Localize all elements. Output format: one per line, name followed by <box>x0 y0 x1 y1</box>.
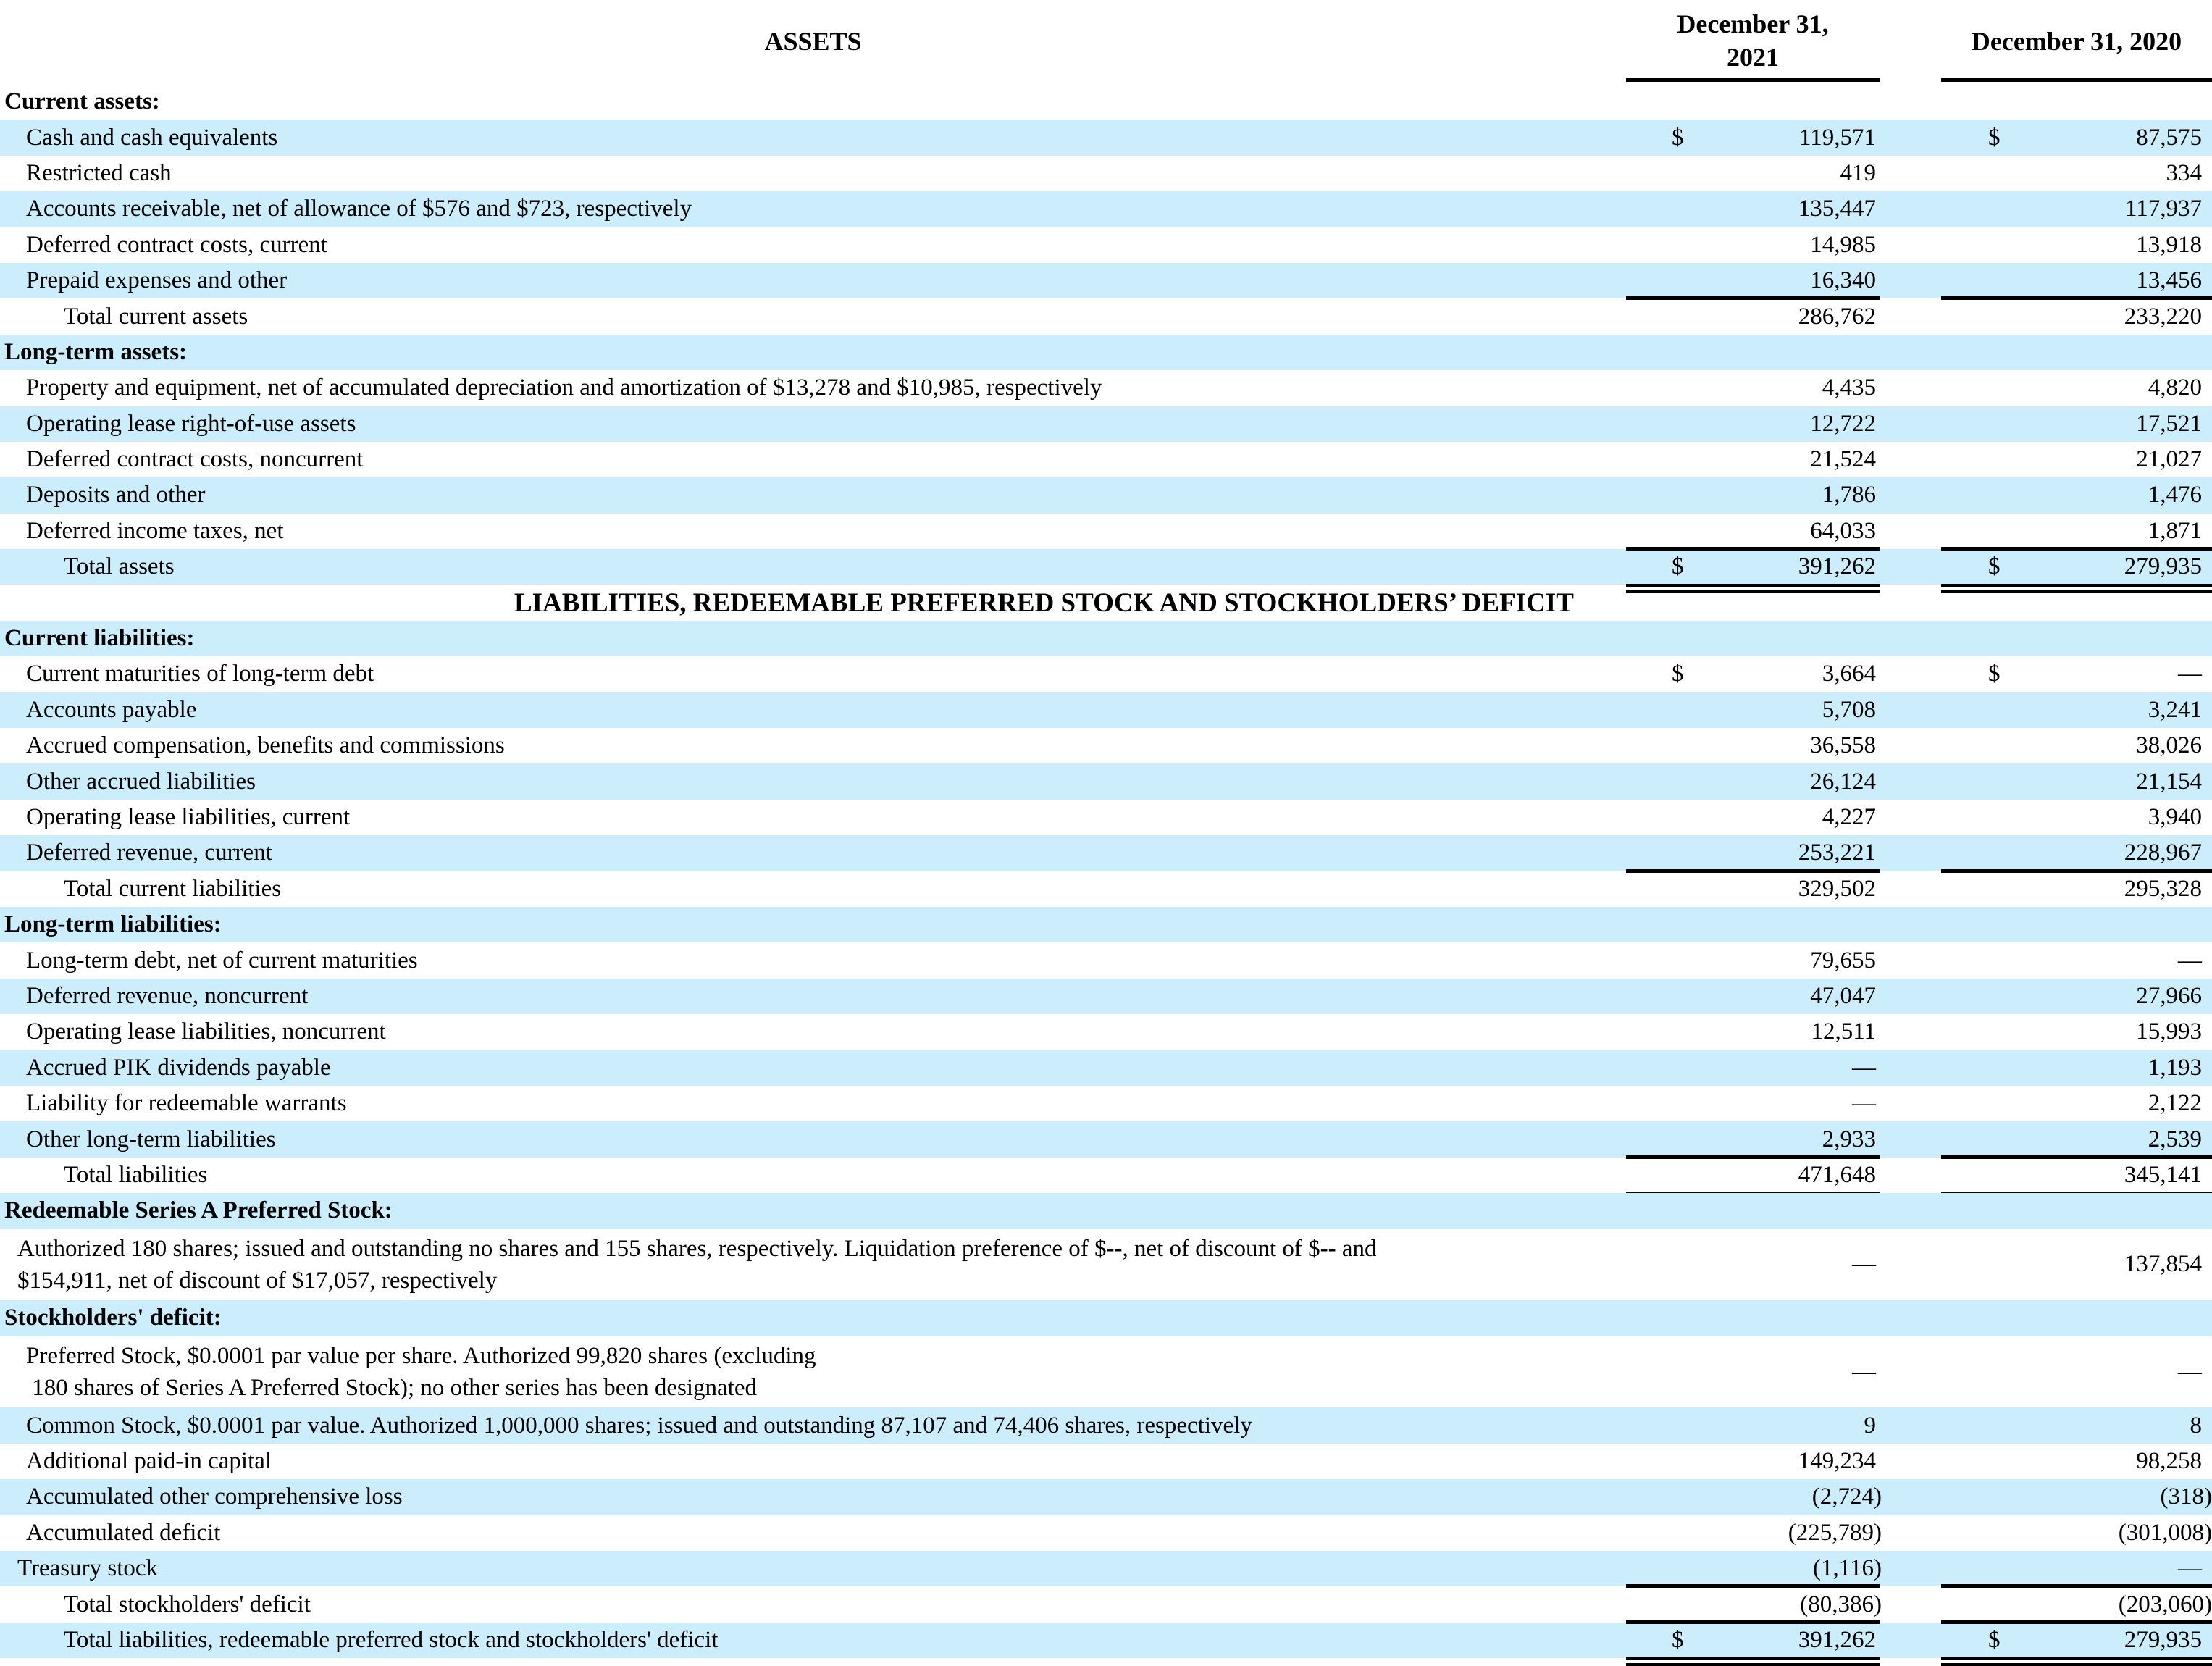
table-row <box>0 800 2212 835</box>
table-row <box>0 835 2212 871</box>
value-2020: (318) <box>2160 1483 2212 1510</box>
row-label-line1: Preferred Stock, $0.0001 par value per share. Authorized 99,820 shares (excluding <box>26 1343 816 1370</box>
row-label: Total assets <box>64 553 175 580</box>
value-2021: 79,655 <box>1810 947 1876 974</box>
table-row <box>0 942 2212 978</box>
table-row <box>0 263 2212 298</box>
double-rule <box>1626 1657 1880 1660</box>
dollar-sign: $ <box>1672 661 1684 687</box>
value-2021: 2,933 <box>1822 1126 1876 1152</box>
table-row <box>0 1407 2212 1443</box>
value-2021: 391,262 <box>1798 553 1876 580</box>
total-row <box>0 1158 2212 1193</box>
section-heading <box>0 335 2212 370</box>
value-2021: 3,664 <box>1822 661 1876 687</box>
value-2020: 295,328 <box>2124 875 2202 902</box>
row-label: Redeemable Series A Preferred Stock: <box>4 1197 393 1224</box>
row-label: Long-term debt, net of current maturities <box>26 947 418 974</box>
column-header-2021 <box>1626 7 1880 74</box>
row-label: Long-term assets: <box>4 338 188 365</box>
row-label: Prepaid expenses and other <box>26 267 288 294</box>
value-2020: 3,241 <box>2148 696 2202 723</box>
total-row <box>0 549 2212 585</box>
row-label: Long-term liabilities: <box>4 911 222 938</box>
table-header <box>0 0 2212 85</box>
table-row <box>0 1121 2212 1157</box>
table-row <box>0 1336 2212 1408</box>
value-2020: 17,521 <box>2136 410 2202 437</box>
value-2020: (301,008) <box>2118 1519 2212 1546</box>
value-2021: 1,786 <box>1822 482 1876 508</box>
value-2020: 21,154 <box>2136 768 2202 795</box>
value-2021: 471,648 <box>1798 1161 1876 1188</box>
value-2021: — <box>1852 1358 1876 1385</box>
table-row <box>0 156 2212 191</box>
row-label: Accumulated other comprehensive loss <box>26 1483 403 1510</box>
double-rule <box>1626 1663 1880 1666</box>
column-header-2021-line2: 2021 <box>1727 43 1779 72</box>
row-label: Total stockholders' deficit <box>64 1591 311 1617</box>
table-row <box>0 514 2212 549</box>
table-row <box>0 656 2212 692</box>
table-row <box>0 979 2212 1014</box>
row-label: Total liabilities, redeemable preferred stock and stockholders' deficit <box>64 1627 719 1654</box>
value-2021: 64,033 <box>1810 517 1876 544</box>
column-header-2021-line1: December 31, <box>1677 9 1829 38</box>
liabilities-heading <box>0 585 2212 620</box>
row-label: Deferred revenue, noncurrent <box>26 982 309 1009</box>
value-2021: (225,789) <box>1788 1519 1882 1546</box>
column-underline-2020 <box>1941 78 2212 82</box>
row-label: Accumulated deficit <box>26 1519 221 1546</box>
row-label: Restricted cash <box>26 159 172 186</box>
dollar-sign: $ <box>1672 553 1684 580</box>
value-2021: — <box>1852 1251 1876 1278</box>
value-2021: (1,116) <box>1812 1555 1882 1582</box>
value-2021: 21,524 <box>1810 446 1876 473</box>
value-2021: 47,047 <box>1810 982 1876 1009</box>
row-label: Operating lease liabilities, noncurrent <box>26 1018 386 1045</box>
row-label <box>17 1229 1575 1301</box>
value-2020: 98,258 <box>2136 1448 2202 1475</box>
value-2021: — <box>1852 1054 1876 1081</box>
value-2020: 27,966 <box>2136 982 2202 1009</box>
value-2020: 38,026 <box>2136 732 2202 759</box>
table-row <box>0 120 2212 155</box>
dollar-sign: $ <box>1672 1627 1684 1654</box>
row-label: Accrued compensation, benefits and commissions <box>26 732 505 759</box>
table-row <box>0 227 2212 263</box>
table-row <box>0 1086 2212 1121</box>
section-heading <box>0 621 2212 656</box>
row-label: Accrued PIK dividends payable <box>26 1054 331 1081</box>
row-label: Deferred contract costs, noncurrent <box>26 446 364 473</box>
row-label: Property and equipment, net of accumulated depreciation and amortization of $13,278 and $10,985, respectively <box>26 374 1102 401</box>
row-label: Current maturities of long-term debt <box>26 661 374 687</box>
table-row <box>0 692 2212 728</box>
row-label: Current assets: <box>4 88 160 115</box>
value-2020: 137,854 <box>2124 1251 2202 1278</box>
table-row <box>0 477 2212 513</box>
value-2020: 279,935 <box>2124 553 2202 580</box>
value-2021: 9 <box>1864 1412 1876 1439</box>
row-label: Liability for redeemable warrants <box>26 1090 347 1117</box>
value-2020: 117,937 <box>2124 196 2202 222</box>
value-2021: 149,234 <box>1798 1448 1876 1475</box>
grand-total-row <box>0 1623 2212 1658</box>
value-2021: 119,571 <box>1798 124 1876 151</box>
row-label: Deferred contract costs, current <box>26 231 327 258</box>
value-2020: — <box>2178 661 2202 687</box>
dollar-sign: $ <box>1988 553 2001 580</box>
section-heading <box>0 1300 2212 1336</box>
table-row <box>0 1551 2212 1586</box>
value-2021: 5,708 <box>1822 696 1876 723</box>
value-2020: — <box>2178 1555 2202 1582</box>
double-rule <box>1941 1657 2212 1660</box>
value-2020: 87,575 <box>2136 124 2202 151</box>
value-2020: 3,940 <box>2148 804 2202 830</box>
row-label: Stockholders' deficit: <box>4 1305 222 1331</box>
table-row <box>0 763 2212 799</box>
value-2021: 329,502 <box>1798 875 1876 902</box>
value-2020: 228,967 <box>2124 840 2202 866</box>
dollar-sign: $ <box>1988 661 2001 687</box>
row-label: Treasury stock <box>17 1555 159 1582</box>
value-2021: 391,262 <box>1798 1627 1876 1654</box>
value-2021: 135,447 <box>1798 196 1876 222</box>
total-row <box>0 298 2212 334</box>
value-2020: — <box>2178 947 2202 974</box>
row-label: Other accrued liabilities <box>26 768 256 795</box>
value-2020: 345,141 <box>2124 1161 2202 1188</box>
value-2021: 419 <box>1840 159 1876 186</box>
table-row <box>0 370 2212 406</box>
value-2020: 279,935 <box>2124 1627 2202 1654</box>
row-label <box>26 1336 1583 1408</box>
value-2020: 1,193 <box>2148 1054 2202 1081</box>
row-label: Operating lease right-of-use assets <box>26 410 356 437</box>
row-label: Accounts payable <box>26 696 197 723</box>
value-2020: 15,993 <box>2136 1018 2202 1045</box>
table-row <box>0 1014 2212 1050</box>
value-2021: 4,435 <box>1822 374 1876 401</box>
value-2021: (80,386) <box>1800 1591 1882 1617</box>
value-2021: 12,511 <box>1811 1018 1876 1045</box>
table-body <box>0 84 2212 1658</box>
value-2021: 4,227 <box>1822 804 1876 830</box>
double-rule <box>1941 1663 2212 1666</box>
row-label: Operating lease liabilities, current <box>26 804 351 830</box>
value-2021: 36,558 <box>1810 732 1876 759</box>
column-underline-2021 <box>1626 78 1880 82</box>
value-2020: 8 <box>2190 1412 2202 1439</box>
total-row <box>0 871 2212 907</box>
row-label: Cash and cash equivalents <box>26 124 278 151</box>
section-heading <box>0 84 2212 120</box>
row-label: Total current liabilities <box>64 875 282 902</box>
table-row <box>0 1444 2212 1479</box>
dollar-sign: $ <box>1988 1627 2001 1654</box>
table-row <box>0 1515 2212 1551</box>
section-title: LIABILITIES, REDEEMABLE PREFERRED STOCK AND STOCKHOLDERS’ DEFICIT <box>514 587 1574 618</box>
table-row <box>0 1479 2212 1515</box>
value-2020: 2,539 <box>2148 1126 2202 1152</box>
row-label: Deferred revenue, current <box>26 840 272 866</box>
value-2021: 26,124 <box>1810 768 1876 795</box>
value-2021: 12,722 <box>1810 410 1876 437</box>
row-label: Total liabilities <box>64 1161 208 1188</box>
row-label: Deferred income taxes, net <box>26 517 284 544</box>
row-label: Deposits and other <box>26 482 206 508</box>
column-header-2020: December 31, 2020 <box>1971 27 2182 56</box>
row-label: Other long-term liabilities <box>26 1126 276 1152</box>
value-2021: 16,340 <box>1810 267 1876 294</box>
table-row <box>0 191 2212 227</box>
assets-heading: ASSETS <box>764 27 862 56</box>
row-label: Common Stock, $0.0001 par value. Authorized 1,000,000 shares; issued and outstanding 87,107 and 74,406 shares, respectively <box>26 1412 1252 1439</box>
dollar-sign: $ <box>1988 124 2001 151</box>
row-label: Accounts receivable, net of allowance of $576 and $723, respectively <box>26 196 692 222</box>
section-heading <box>0 1193 2212 1228</box>
table-row <box>0 406 2212 442</box>
value-2020: (203,060) <box>2118 1591 2212 1617</box>
value-2020: — <box>2178 1358 2202 1385</box>
dollar-sign: $ <box>1672 124 1684 151</box>
value-2020: 233,220 <box>2124 303 2202 330</box>
row-label-line2: $154,911, net of discount of $17,057, respectively <box>17 1267 498 1294</box>
row-label-line2: 180 shares of Series A Preferred Stock); no other series has been designated <box>26 1375 757 1402</box>
value-2020: 4,820 <box>2148 374 2202 401</box>
value-2021: — <box>1852 1090 1876 1117</box>
row-label: Total current assets <box>64 303 248 330</box>
value-2021: (2,724) <box>1811 1483 1882 1510</box>
row-label-line1: Authorized 180 shares; issued and outstanding no shares and 155 shares, respectively. Liquidation preference of $--, net of discount of $-- and <box>17 1235 1377 1262</box>
value-2020: 334 <box>2166 159 2202 186</box>
table-row <box>0 1050 2212 1086</box>
value-2021: 14,985 <box>1810 231 1876 258</box>
value-2020: 1,871 <box>2148 517 2202 544</box>
value-2020: 13,918 <box>2136 231 2202 258</box>
value-2021: 253,221 <box>1798 840 1876 866</box>
value-2020: 13,456 <box>2136 267 2202 294</box>
row-label: Additional paid-in capital <box>26 1448 272 1475</box>
total-row <box>0 1586 2212 1622</box>
section-heading <box>0 907 2212 942</box>
table-row <box>0 728 2212 763</box>
table-row <box>0 1229 2212 1301</box>
value-2020: 1,476 <box>2148 482 2202 508</box>
row-label: Current liabilities: <box>4 625 195 652</box>
value-2020: 21,027 <box>2136 446 2202 473</box>
table-row <box>0 442 2212 477</box>
value-2021: 286,762 <box>1798 303 1876 330</box>
value-2020: 2,122 <box>2148 1090 2202 1117</box>
